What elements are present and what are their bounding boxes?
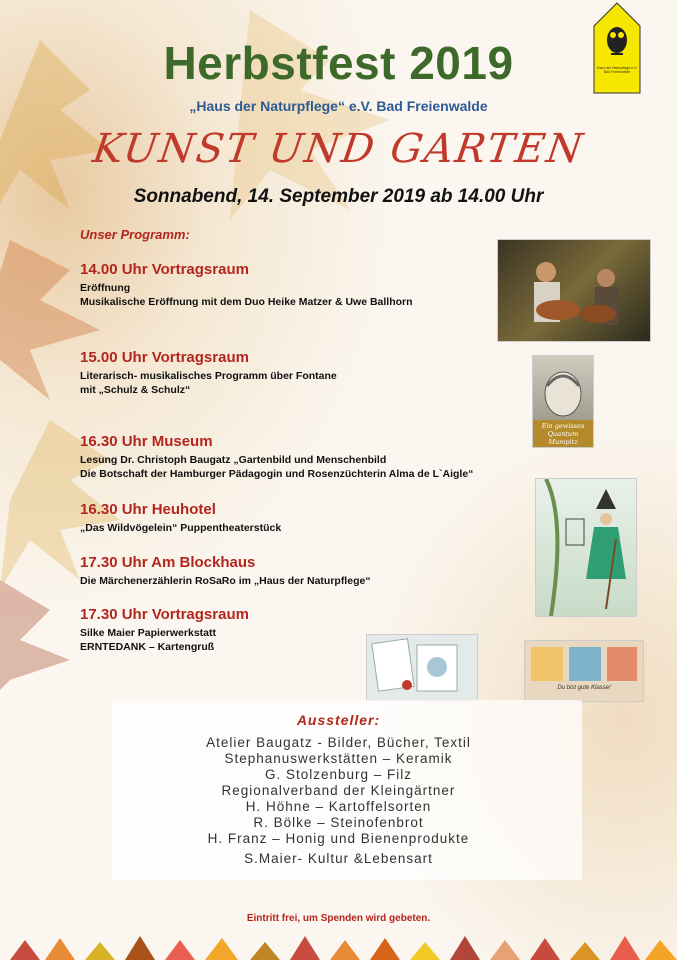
program-event-5 bbox=[80, 554, 371, 588]
card-caption: Du bist gute Klasse! bbox=[557, 685, 611, 691]
exhibitor-item: Stephanuswerkstätten – Keramik bbox=[224, 751, 453, 766]
event-time: 16.30 Uhr Museum bbox=[80, 433, 213, 450]
handmade-cards-photo bbox=[366, 634, 478, 701]
program-event-3 bbox=[80, 433, 473, 481]
duo-musicians-photo bbox=[497, 239, 651, 342]
event-time: 17.30 Uhr Am Blockhaus bbox=[80, 554, 256, 571]
exhibitor-item: H. Höhne – Kartoffelsorten bbox=[245, 799, 432, 814]
event-time: 15.00 Uhr Vortragsraum bbox=[80, 349, 249, 366]
event-time: 14.00 Uhr Vortragsraum bbox=[80, 261, 249, 278]
program-event-6 bbox=[80, 606, 249, 654]
exhibitor-item: H. Franz – Honig und Bienenprodukte bbox=[207, 831, 470, 846]
logo-text-top: Haus der Naturpflege e.V. bbox=[596, 66, 638, 70]
program-event-2 bbox=[80, 349, 337, 397]
event-line: Eröffnung bbox=[80, 282, 131, 294]
event-line: Silke Maier Papierwerkstatt bbox=[80, 627, 216, 639]
page-title: Herbstfest 2019 bbox=[163, 37, 514, 89]
greeting-card-photo bbox=[524, 640, 644, 702]
event-date: Sonnabend, 14. September 2019 ab 14.00 Uhr bbox=[133, 186, 544, 207]
program-event-1 bbox=[80, 261, 413, 309]
theme-heading: KUNST UND GARTEN bbox=[89, 126, 588, 172]
exhibitor-item: G. Stolzenburg – Filz bbox=[264, 767, 413, 782]
logo-text-bottom: Bad Freienwalde bbox=[603, 70, 631, 74]
event-time: 16.30 Uhr Heuhotel bbox=[80, 501, 216, 518]
event-line: Die Märchenerzählerin RoSaRo im „Haus der Naturpflege“ bbox=[80, 575, 371, 587]
program-event-4 bbox=[80, 501, 281, 535]
event-line: Musikalische Eröffnung mit dem Duo Heike Matzer & Uwe Ballhorn bbox=[80, 296, 413, 308]
organizer-subtitle: „Haus der Naturpflege“ e.V. Bad Freienwalde bbox=[189, 98, 488, 114]
event-line: Literarisch- musikalisches Programm über Fontane bbox=[80, 370, 337, 382]
program-heading: Unser Programm: bbox=[80, 227, 190, 242]
leaf-border-decoration bbox=[0, 930, 677, 960]
exhibitor-item: S.Maier- Kultur &Lebensart bbox=[244, 851, 433, 866]
event-time: 17.30 Uhr Vortragsraum bbox=[80, 606, 249, 623]
event-line: mit „Schulz & Schulz“ bbox=[80, 384, 191, 396]
book-cover-title: Ein gewisses Quantum Mumpitz bbox=[541, 422, 585, 446]
exhibitor-item: Atelier Baugatz - Bilder, Bücher, Textil bbox=[206, 735, 471, 750]
exhibitor-item: R. Bölke – Steinofenbrot bbox=[253, 815, 424, 830]
event-line: Lesung Dr. Christoph Baugatz „Gartenbild und Menschenbild bbox=[80, 454, 387, 466]
exhibitors-heading: Aussteller: bbox=[296, 712, 381, 728]
puppet-theater-illustration bbox=[535, 478, 637, 617]
fontane-book-cover bbox=[532, 355, 594, 448]
event-line: Die Botschaft der Hamburger Pädagogin und Rosenzüchterin Alma de L`Aigle“ bbox=[80, 468, 474, 480]
exhibitor-item: Regionalverband der Kleingärtner bbox=[221, 783, 456, 798]
footer-note: Eintritt frei, um Spenden wird gebeten. bbox=[246, 913, 431, 924]
event-line: „Das Wildvögelein“ Puppentheaterstück bbox=[80, 522, 282, 534]
event-line: ERNTEDANK – Kartengruß bbox=[80, 641, 215, 653]
